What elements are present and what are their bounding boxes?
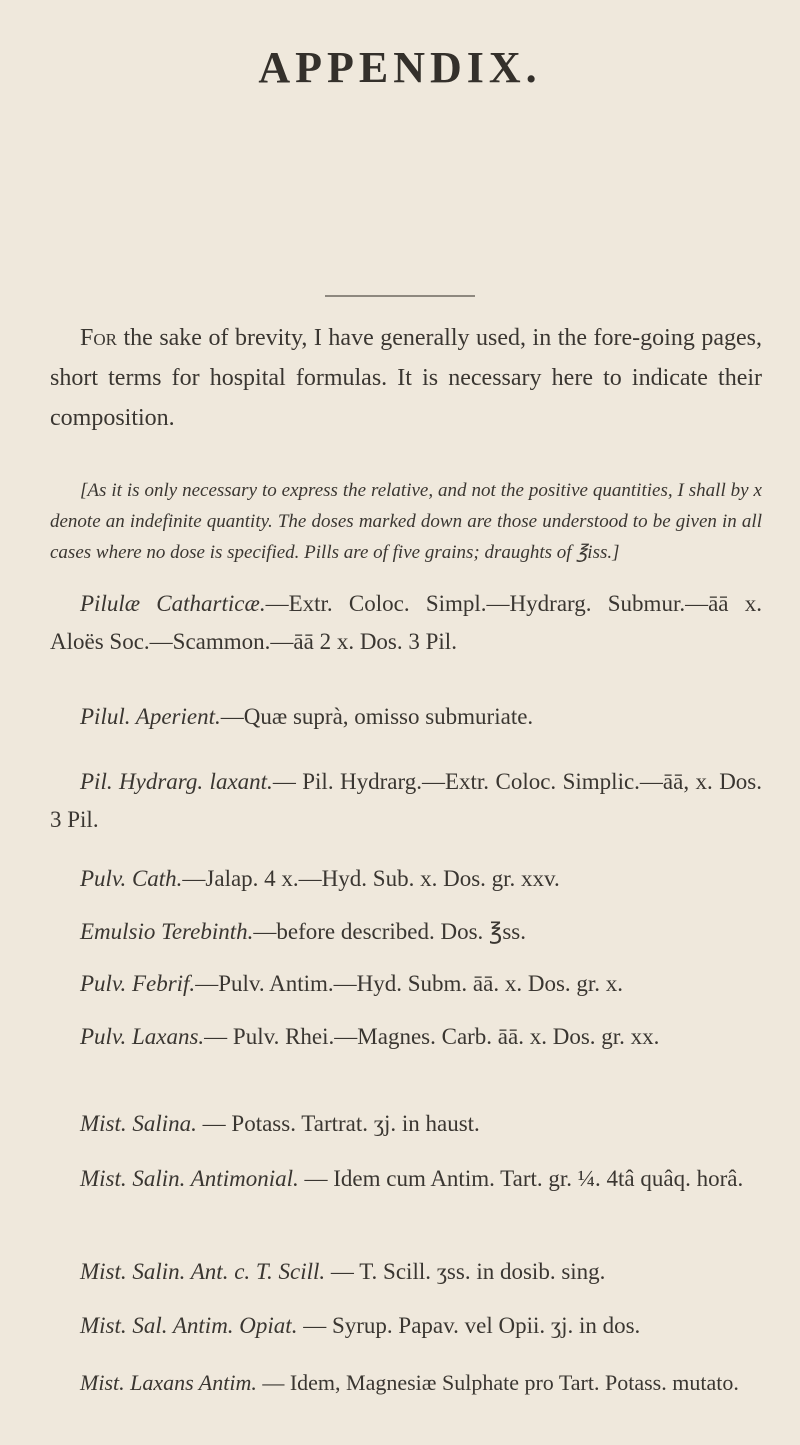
formula-entry [50, 763, 762, 839]
formula-entry [50, 1160, 762, 1198]
formula-name: Emulsio Terebinth. [80, 919, 254, 944]
formula-entry [50, 1307, 762, 1345]
formula-text: — Idem, Magnesiæ Sulphate pro Tart. Potass. mutato. [256, 1370, 739, 1395]
formula-text: — Potass. Tartrat. ʒj. in haust. [196, 1111, 480, 1136]
intro-paragraph [50, 318, 762, 438]
formula-name: Mist. Salin. Ant. c. T. Scill. [80, 1259, 326, 1284]
formula-name: Mist. Salina. [80, 1111, 197, 1136]
formula-name: Pilul. Aperient. [80, 704, 221, 729]
formula-name: Mist. Sal. Antim. Opiat. [80, 1313, 298, 1338]
formula-entry [50, 1365, 762, 1401]
formula-text: —Extr. Coloc. Simpl.—Hydrarg. Submur.—āā x. Aloës Soc.—Scammon.—āā 2 x. Dos. 3 Pil. [50, 591, 762, 654]
formula-name: Pulv. Cath. [80, 866, 183, 891]
formula-entry [50, 1253, 762, 1291]
formula-text: — T. Scill. ʒss. in dosib. sing. [325, 1259, 606, 1284]
formula-text: — Pulv. Rhei.—Magnes. Carb. āā. x. Dos. gr. xx. [204, 1024, 660, 1049]
title-divider [325, 295, 475, 297]
formula-text: —Quæ suprà, omisso submuriate. [220, 704, 534, 729]
formula-text: —before described. Dos. ℥ss. [253, 919, 526, 944]
formula-entry [50, 1018, 762, 1056]
formula-entry [50, 698, 762, 736]
formula-text: — Idem cum Antim. Tart. gr. ¼. 4tâ quâq. horâ. [298, 1166, 744, 1191]
formula-name: Pulv. Laxans. [80, 1024, 205, 1049]
formula-name: Pilulæ Catharticæ. [80, 591, 266, 616]
formula-text: — Pil. Hydrarg.—Extr. Coloc. Simplic.—āā, x. Dos. 3 Pil. [50, 769, 763, 832]
formula-text: —Jalap. 4 x.—Hyd. Sub. x. Dos. gr. xxv. [182, 866, 560, 891]
formula-entry [50, 965, 762, 1003]
formula-entry [50, 585, 762, 661]
formula-entry [50, 913, 762, 951]
formula-name: Mist. Salin. Antimonial. [80, 1166, 299, 1191]
formula-entry [50, 860, 762, 898]
formula-name: Pil. Hydrarg. laxant. [80, 769, 273, 794]
bracketed-note: [As it is only necessary to express the relative, and not the positive quantities, I shall by x denote an indefinite quantity. The doses marked down are those understood to be given in all cases where no dose is specified. Pills are of five grains; draughts of ℥iss.] [50, 480, 762, 563]
formula-entry [50, 1105, 762, 1143]
intro-text: the sake of brevity, I have generally used, in the fore-going pages, short terms for hospital formulas. It is necessary here to indicate their composition. [50, 325, 762, 431]
formula-name: Mist. Laxans Antim. [80, 1370, 257, 1395]
formula-name: Pulv. Febrif. [80, 971, 196, 996]
page-title: APPENDIX. [258, 43, 542, 92]
formula-text: — Syrup. Papav. vel Opii. ʒj. in dos. [297, 1313, 641, 1338]
intro-lead-word: For [80, 325, 117, 351]
formula-text: —Pulv. Antim.—Hyd. Subm. āā. x. Dos. gr. x. [195, 971, 624, 996]
